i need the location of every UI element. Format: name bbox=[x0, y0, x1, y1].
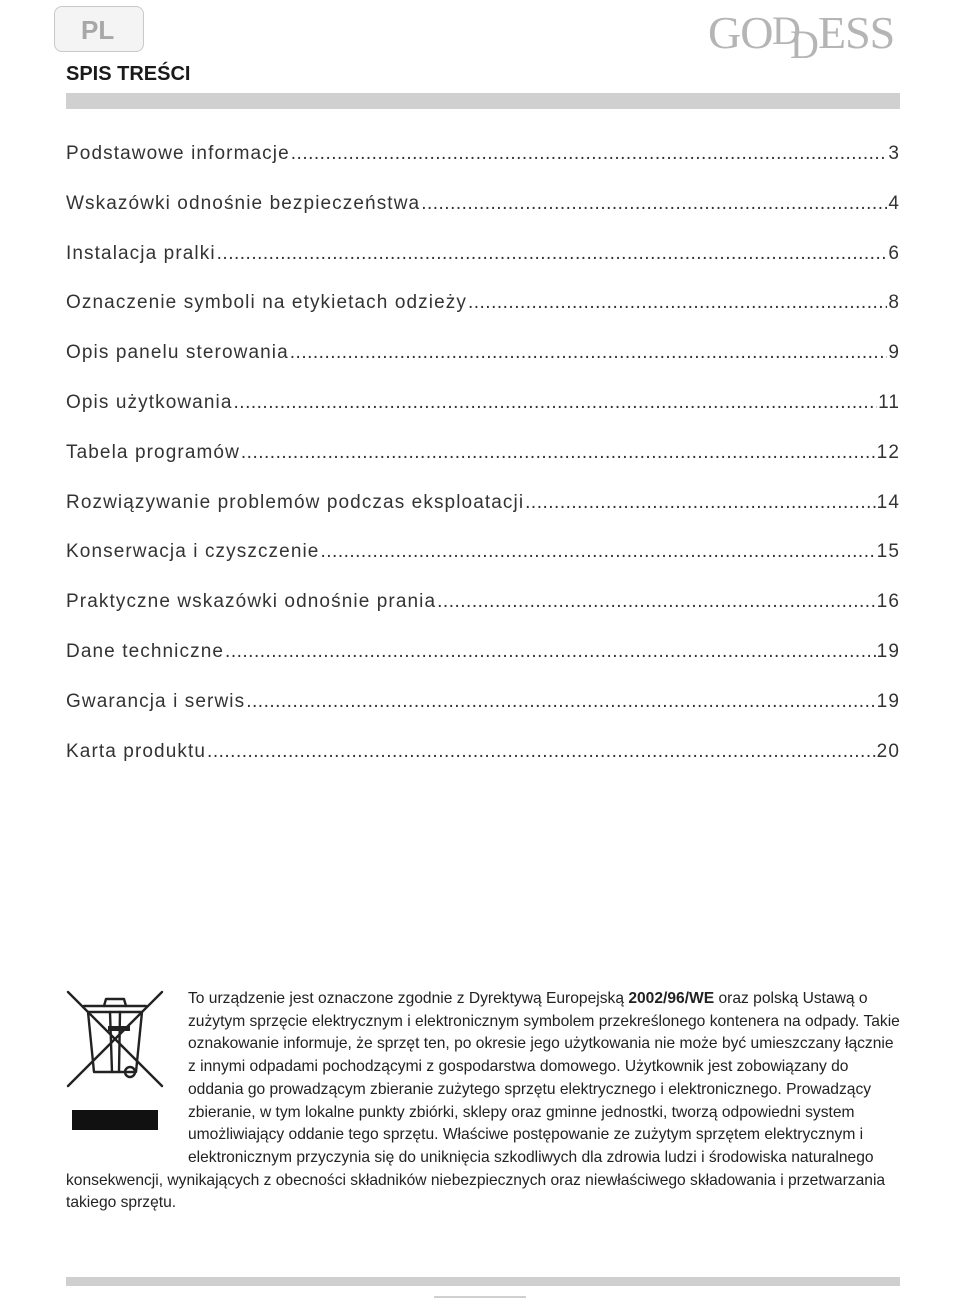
footer-line bbox=[434, 1296, 526, 1298]
table-of-contents bbox=[66, 143, 900, 790]
svg-text:D: D bbox=[772, 8, 801, 53]
notice-text-part1: To urządzenie jest oznaczone zgodnie z Dyrektywą Europejską bbox=[188, 990, 629, 1007]
toc-entry-page: 12 bbox=[876, 441, 900, 463]
language-code: PL bbox=[81, 15, 115, 45]
brand-logo bbox=[706, 4, 942, 60]
toc-entry-page: 4 bbox=[888, 192, 900, 214]
toc-entry-page: 20 bbox=[876, 740, 900, 762]
toc-entry-page: 11 bbox=[878, 391, 900, 413]
toc-entry-label: Oznaczenie symboli na etykietach odzieży bbox=[66, 292, 467, 314]
toc-entry bbox=[66, 143, 900, 193]
toc-entry-label: Opis panelu sterowania bbox=[66, 342, 289, 364]
toc-entry-label: Instalacja pralki bbox=[66, 242, 216, 264]
toc-entry-label: Podstawowe informacje bbox=[66, 143, 290, 164]
directive-number: 2002/96/WE bbox=[628, 990, 715, 1007]
toc-entry-label: Konserwacja i czyszczenie bbox=[66, 541, 320, 563]
toc-leader-dots bbox=[246, 691, 875, 713]
notice-text-part2: oraz polską Ustawą o zużytym sprzęcie elektrycznym i elektronicznym symbolem przekreślonego kontenera na odpady. Takie oznakowanie informuje, że sprzęt ten, po okresie jego użytkowania nie może być umieszczany łącznie z innymi odpadami pochodzącymi z gospodarstwa domowego. Użytkownik jest zobowiązany do oddania go prowadzącym zbieranie zużytego sprzętu elektrycznego i elektronicznego. Prowadzący zbieranie, w tym lokalne punkty zbiórki, sklepy oraz gminne jednostki, tworzą odpowiedni system umożliwiający oddanie tego sprzętu. Właściwe postępowanie ze zużytym sprzętem elektrycznym i elektronicznym przyczynia się do uniknięcia szkodliwych dla zdrowia ludzi i środowiska naturalnego konsekwencji, wynikających z obecności składników niebezpiecznych oraz niewłaściwego składowania i przetwarzania takiego sprzętu. bbox=[66, 990, 900, 1212]
toc-entry bbox=[66, 193, 900, 243]
toc-leader-dots bbox=[217, 243, 888, 265]
toc-entry-page: 15 bbox=[876, 541, 900, 563]
toc-entry-label: Wskazówki odnośnie bezpieczeństwa bbox=[66, 192, 421, 214]
toc-entry-page: 19 bbox=[876, 640, 900, 662]
toc-entry-page: 19 bbox=[876, 690, 900, 712]
toc-entry bbox=[66, 591, 900, 641]
footer-divider-bar bbox=[66, 1277, 900, 1286]
svg-text:GO: GO bbox=[708, 7, 773, 58]
language-tab bbox=[54, 6, 144, 52]
toc-entry-label: Dane techniczne bbox=[66, 640, 225, 662]
weee-disposal-notice bbox=[66, 988, 900, 1215]
toc-entry-page: 8 bbox=[888, 292, 900, 314]
toc-leader-dots bbox=[437, 591, 876, 613]
toc-entry-label: Karta produktu bbox=[66, 740, 207, 762]
toc-entry-label: Tabela programów bbox=[66, 441, 240, 463]
toc-leader-dots bbox=[225, 641, 876, 663]
toc-leader-dots bbox=[234, 392, 878, 414]
toc-entry bbox=[66, 442, 900, 492]
toc-leader-dots bbox=[207, 741, 876, 763]
toc-leader-dots bbox=[241, 442, 876, 464]
toc-leader-dots bbox=[468, 292, 887, 314]
toc-entry bbox=[66, 392, 900, 442]
toc-entry-page: 14 bbox=[876, 491, 900, 513]
toc-entry bbox=[66, 243, 900, 293]
title-divider-bar bbox=[66, 93, 900, 109]
toc-entry-page: 16 bbox=[876, 591, 900, 613]
svg-text:ESS: ESS bbox=[818, 7, 895, 58]
toc-leader-dots bbox=[421, 193, 887, 215]
toc-entry bbox=[66, 492, 900, 542]
toc-entry-label: Praktyczne wskazówki odnośnie prania bbox=[66, 591, 437, 613]
toc-leader-dots bbox=[320, 541, 875, 563]
toc-entry-page: 9 bbox=[888, 342, 900, 364]
toc-entry bbox=[66, 342, 900, 392]
toc-leader-dots bbox=[291, 143, 888, 165]
toc-entry bbox=[66, 641, 900, 691]
toc-entry-label: Gwarancja i serwis bbox=[66, 690, 246, 712]
toc-entry bbox=[66, 691, 900, 741]
toc-leader-dots bbox=[290, 342, 888, 364]
toc-entry-page: 6 bbox=[888, 242, 900, 264]
toc-entry bbox=[66, 541, 900, 591]
toc-entry-label: Opis użytkowania bbox=[66, 391, 233, 413]
toc-leader-dots bbox=[525, 492, 876, 514]
toc-entry-label: Rozwiązywanie problemów podczas eksploatacji bbox=[66, 491, 525, 513]
page-title: SPIS TREŚCI bbox=[66, 63, 191, 85]
svg-text:D: D bbox=[790, 22, 819, 60]
toc-entry-page: 3 bbox=[888, 143, 900, 164]
toc-entry bbox=[66, 741, 900, 791]
toc-entry bbox=[66, 292, 900, 342]
